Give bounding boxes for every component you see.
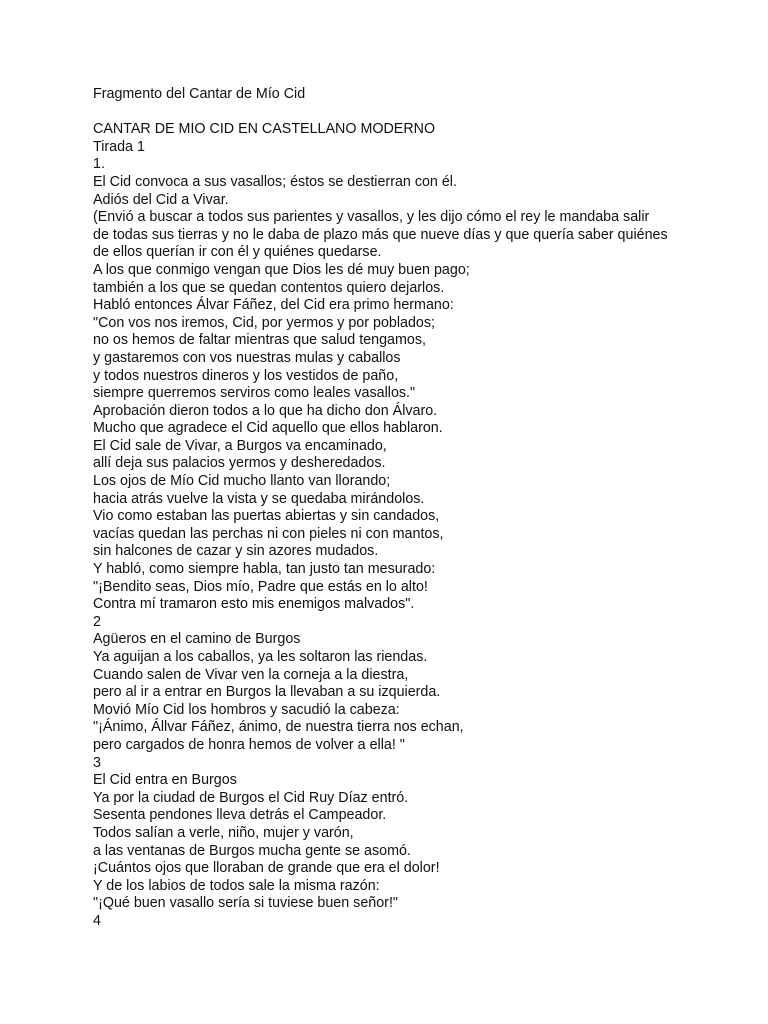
- text-line: El Cid convoca a sus vasallos; éstos se destierran con él.: [93, 173, 457, 190]
- document-title: Fragmento del Cantar de Mío Cid: [93, 86, 306, 102]
- text-line: El Cid sale de Vivar, a Burgos va encaminado,: [93, 437, 387, 454]
- text-line: Ya aguijan a los caballos, ya les soltaron las riendas.: [93, 649, 428, 665]
- text-line: Ya por la ciudad de Burgos el Cid Ruy Díaz entró.: [93, 789, 409, 806]
- text-line: a las ventanas de Burgos mucha gente se asomó.: [93, 842, 411, 859]
- text-line: 2: [93, 613, 101, 630]
- text-line: Vio como estaban las puertas abiertas y sin candados,: [93, 508, 440, 525]
- text-line: de ellos querían ir con él y quiénes quedarse.: [93, 244, 382, 261]
- text-line: Aprobación dieron todos a lo que ha dicho don Álvaro.: [93, 402, 438, 419]
- text-line: "¡Ánimo, Állvar Fáñez, ánimo, de nuestra tierra nos echan,: [93, 719, 464, 736]
- text-line: Sesenta pendones lleva detrás el Campeador.: [93, 807, 387, 824]
- text-line: Todos salían a verle, niño, mujer y varón,: [93, 824, 354, 841]
- text-line: (Envió a buscar a todos sus parientes y vasallos, y les dijo cómo el rey le mandaba salir: [93, 209, 650, 226]
- text-line: Tirada 1: [93, 138, 145, 155]
- text-line: siempre querremos serviros como leales vasallos.": [93, 385, 416, 402]
- text-line: allí deja sus palacios yermos y desheredados.: [93, 455, 386, 472]
- text-line: sin halcones de cazar y sin azores mudados.: [93, 543, 379, 560]
- text-line: de todas sus tierras y no le daba de plazo más que nueve días y que quería saber quiénes: [93, 226, 668, 243]
- text-line: Cuando salen de Vivar ven la corneja a la diestra,: [93, 666, 409, 683]
- text-line: CANTAR DE MIO CID EN CASTELLANO MODERNO: [93, 121, 436, 138]
- text-line: 3: [93, 754, 101, 771]
- text-line: Habló entonces Álvar Fáñez, del Cid era primo hermano:: [93, 297, 454, 314]
- text-line: pero al ir a entrar en Burgos la llevaban a su izquierda.: [93, 684, 441, 701]
- text-line: y todos nuestros dineros y los vestidos de paño,: [93, 367, 399, 384]
- text-line: "Con vos nos iremos, Cid, por yermos y por poblados;: [93, 314, 435, 331]
- text-line: Y de los labios de todos sale la misma razón:: [93, 877, 380, 894]
- text-line: Los ojos de Mío Cid mucho llanto van llorando;: [93, 473, 391, 490]
- text-line: ¡Cuántos ojos que lloraban de grande que era el dolor!: [93, 860, 440, 877]
- text-line: A los que conmigo vengan que Dios les dé muy buen pago;: [93, 261, 470, 278]
- text-line: Mucho que agradece el Cid aquello que ellos hablaron.: [93, 420, 443, 437]
- text-line: hacia atrás vuelve la vista y se quedaba mirándolos.: [93, 490, 425, 507]
- document-page: [93, 86, 733, 931]
- text-line: 1.: [93, 156, 105, 173]
- text-line: "¡Qué buen vasallo sería si tuviese buen señor!": [93, 895, 398, 912]
- text-line: Agüeros en el camino de Burgos: [93, 631, 301, 648]
- text-line: "¡Bendito seas, Dios mío, Padre que estás en lo alto!: [93, 578, 428, 595]
- text-line: y gastaremos con vos nuestras mulas y caballos: [93, 349, 401, 366]
- text-line: Contra mí tramaron esto mis enemigos malvados".: [93, 596, 415, 613]
- text-line: vacías quedan las perchas ni con pieles ni con mantos,: [93, 525, 444, 542]
- text-line: también a los que se quedan contentos quiero dejarlos.: [93, 279, 445, 296]
- text-line: no os hemos de faltar mientras que salud tengamos,: [93, 332, 426, 349]
- text-line: El Cid entra en Burgos: [93, 772, 237, 789]
- text-line: Y habló, como siempre habla, tan justo tan mesurado:: [93, 561, 436, 578]
- document-body: [93, 121, 733, 930]
- text-line: pero cargados de honra hemos de volver a ella! ": [93, 736, 405, 753]
- text-line: Movió Mío Cid los hombros y sacudió la cabeza:: [93, 701, 400, 718]
- text-line: Adiós del Cid a Vivar.: [93, 191, 229, 208]
- text-line: 4: [93, 912, 101, 929]
